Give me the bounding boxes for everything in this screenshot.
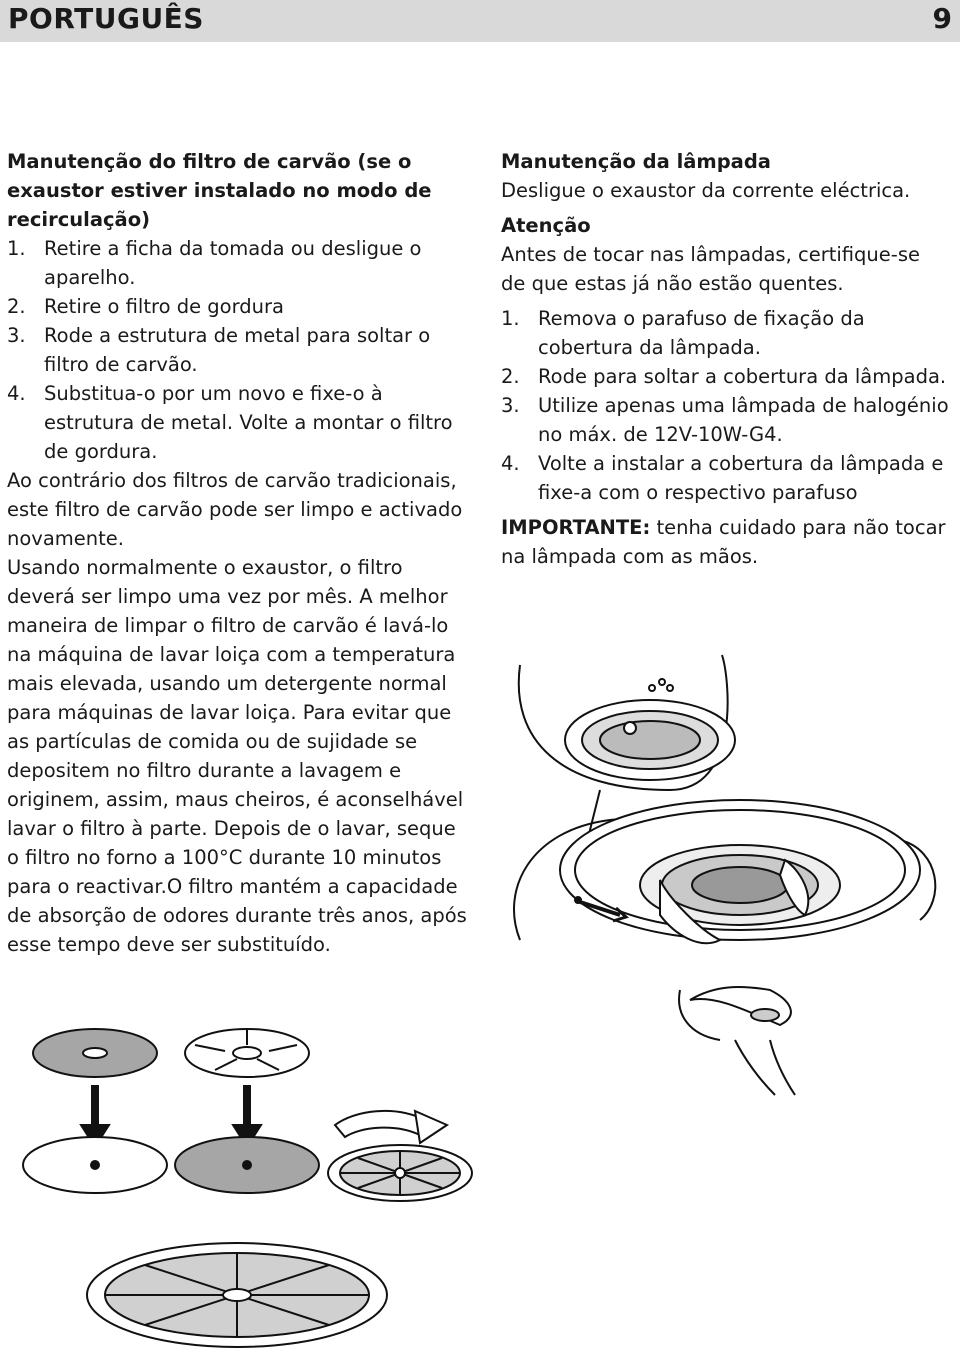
list-item [7,321,469,379]
list-item [7,292,469,321]
important-text: tenha cuidado para não tocar na lâmpada com as mãos. [501,516,946,568]
step-number: 4. [7,382,26,405]
step-text: Rode para soltar a cobertura da lâmpada. [538,365,947,388]
page-number: 9 [932,2,952,35]
lamp-maintenance-title: Manutenção da lâmpada [501,150,771,173]
lamp-steps [501,304,949,507]
step-number: 3. [501,394,520,417]
lamp-cover-illustration [500,640,950,1100]
step-text: Volte a instalar a cobertura da lâmpada e fixe-a com o respectivo parafuso [538,452,944,504]
list-item [501,304,949,362]
important-note [501,513,949,571]
charcoal-filter-title: Manutenção do filtro de carvão (se o exaustor estiver instalado no modo de recirculação) [7,150,432,231]
step-text: Remova o parafuso de fixação da cobertura da lâmpada. [538,307,865,359]
lamp-intro: Desligue o exaustor da corrente eléctrica. [501,179,911,202]
charcoal-filter-steps [7,234,469,466]
attention-text: Antes de tocar nas lâmpadas, certifique-se de que estas já não estão quentes. [501,243,920,295]
step-text: Rode a estrutura de metal para soltar o filtro de carvão. [44,324,431,376]
step-number: 2. [7,295,26,318]
step-number: 4. [501,452,520,475]
page-header [0,0,960,42]
list-item [501,391,949,449]
list-item [501,449,949,507]
step-text: Utilize apenas uma lâmpada de halogénio no máx. de 12V-10W-G4. [538,394,949,446]
cleaning-paragraph-2: Usando normalmente o exaustor, o filtro deverá ser limpo uma vez por mês. A melhor maneira de limpar o filtro de carvão é lavá-lo na máquina de lavar loiça com a temperatura mais elevada, usando um detergente normal para máquinas de lavar loiça. Para evitar que as partículas de comida ou de sujidade se depositem no filtro durante a lavagem e originem, assim, maus cheiros, é aconselhável lavar o filtro à parte. Depois de o lavar, seque o filtro no forno a 100°C durante 10 minutos para o reactivar.O filtro mantém a capacidade de absorção de odores durante três anos, após esse tempo deve ser substituído. [7,556,467,956]
step-text: Retire o filtro de gordura [44,295,284,318]
attention-label: Atenção [501,214,591,237]
step-number: 3. [7,324,26,347]
charcoal-filter-illustration [15,1015,475,1365]
step-number: 1. [501,307,520,330]
step-number: 1. [7,237,26,260]
list-item [7,234,469,292]
step-text: Retire a ficha da tomada ou desligue o aparelho. [44,237,422,289]
list-item [7,379,469,466]
step-text: Substitua-o por um novo e fixe-o à estrutura de metal. Volte a montar o filtro de gordura. [44,382,453,463]
important-label: IMPORTANTE: [501,516,651,539]
lamp-maintenance-section [501,147,949,571]
step-number: 2. [501,365,520,388]
language-label: PORTUGUÊS [8,2,204,35]
cleaning-paragraph-1: Ao contrário dos filtros de carvão tradicionais, este filtro de carvão pode ser limpo e activado novamente. [7,469,463,550]
list-item [501,362,949,391]
charcoal-filter-section [7,147,469,959]
